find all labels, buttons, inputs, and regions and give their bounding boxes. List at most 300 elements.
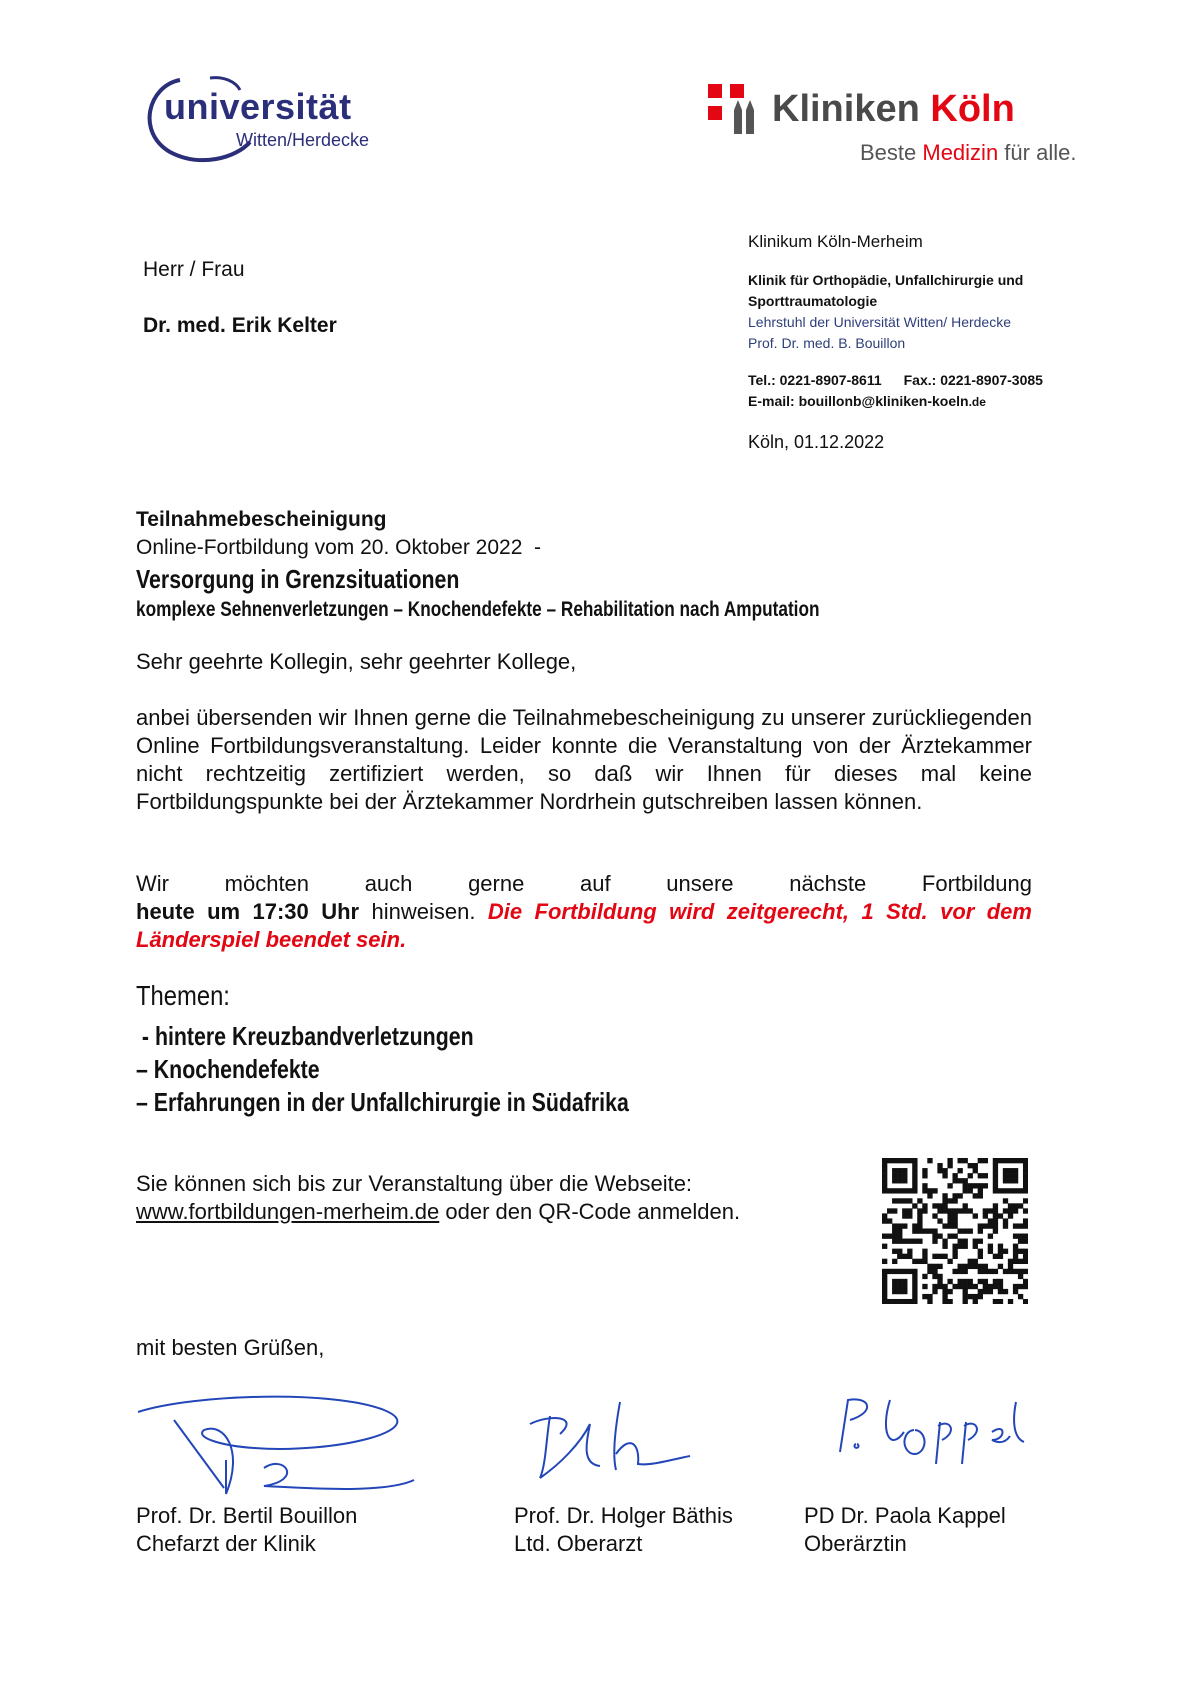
qr-module (927, 1158, 932, 1163)
qr-module (882, 1173, 887, 1178)
qr-module (927, 1188, 932, 1193)
qr-module (1013, 1284, 1018, 1289)
qr-module (892, 1279, 897, 1284)
qr-module (902, 1168, 907, 1173)
qr-module (902, 1173, 907, 1178)
qr-module (887, 1208, 892, 1213)
qr-module (963, 1158, 968, 1163)
qr-module (1023, 1284, 1028, 1289)
qr-module (952, 1284, 957, 1289)
qr-module (912, 1239, 917, 1244)
qr-module (983, 1208, 988, 1213)
qr-module (937, 1274, 942, 1279)
qr-module (1013, 1203, 1018, 1208)
qr-module (892, 1289, 897, 1294)
qr-module (973, 1239, 978, 1244)
qr-module (897, 1279, 902, 1284)
sender-email-tld: .de (968, 395, 986, 409)
qr-module (963, 1203, 968, 1208)
qr-module (958, 1264, 963, 1269)
signature-kappel (820, 1392, 1030, 1472)
qr-module (947, 1289, 952, 1294)
qr-module (998, 1289, 1003, 1294)
qr-module (912, 1289, 917, 1294)
qr-module (998, 1279, 1003, 1284)
qr-module (922, 1259, 927, 1264)
qr-module (1008, 1213, 1013, 1218)
signatory-2 (514, 1502, 733, 1558)
qr-module (998, 1264, 1003, 1269)
qr-module (973, 1264, 978, 1269)
qr-module (952, 1178, 957, 1183)
qr-module (922, 1228, 927, 1233)
qr-module (993, 1203, 998, 1208)
qr-module (897, 1269, 902, 1274)
qr-module (922, 1208, 927, 1213)
qr-module (1008, 1173, 1013, 1178)
qr-module (932, 1274, 937, 1279)
qr-module (988, 1269, 993, 1274)
qr-module (882, 1188, 887, 1193)
qr-module (927, 1264, 932, 1269)
qr-module (932, 1203, 937, 1208)
qr-module (897, 1188, 902, 1193)
qr-module (998, 1249, 1003, 1254)
qr-module (907, 1188, 912, 1193)
qr-module (993, 1228, 998, 1233)
qr-module (963, 1289, 968, 1294)
qr-module (947, 1208, 952, 1213)
qr-module (907, 1208, 912, 1213)
qr-module (958, 1193, 963, 1198)
qr-module (983, 1173, 988, 1178)
qr-module (1023, 1163, 1028, 1168)
qr-module (973, 1259, 978, 1264)
qr-module (882, 1163, 887, 1168)
qr-module (1023, 1198, 1028, 1203)
qr-module (937, 1218, 942, 1223)
sender-tel: Tel.: 0221-8907-8611 (748, 372, 882, 388)
signatory-3 (804, 1502, 1006, 1558)
qr-module (952, 1223, 957, 1228)
qr-module (958, 1208, 963, 1213)
qr-module (942, 1173, 947, 1178)
qr-module (922, 1188, 927, 1193)
qr-module (1013, 1289, 1018, 1294)
qr-module (932, 1264, 937, 1269)
qr-module (882, 1279, 887, 1284)
qr-module (978, 1279, 983, 1284)
qr-module (978, 1173, 983, 1178)
qr-module (1018, 1188, 1023, 1193)
qr-module (993, 1208, 998, 1213)
qr-module (917, 1259, 922, 1264)
qr-module (1003, 1249, 1008, 1254)
recipient-salutation: Herr / Frau (143, 258, 245, 281)
qr-module (973, 1168, 978, 1173)
qr-module (1018, 1274, 1023, 1279)
qr-module (912, 1284, 917, 1289)
qr-module (1008, 1264, 1013, 1269)
qr-module (902, 1188, 907, 1193)
qr-module (887, 1188, 892, 1193)
theme-item: – Knochendefekte (136, 1054, 320, 1084)
sender-email-row (748, 391, 1043, 413)
qr-module (897, 1158, 902, 1163)
qr-module (937, 1284, 942, 1289)
qr-module (998, 1158, 1003, 1163)
qr-module (942, 1198, 947, 1203)
qr-module (942, 1193, 947, 1198)
qr-module (968, 1284, 973, 1289)
qr-module (1008, 1269, 1013, 1274)
qr-module (947, 1223, 952, 1228)
qr-module (932, 1213, 937, 1218)
qr-module (932, 1289, 937, 1294)
qr-module (902, 1239, 907, 1244)
qr-module (978, 1269, 983, 1274)
qr-module (887, 1218, 892, 1223)
qr-module (993, 1163, 998, 1168)
qr-module (902, 1178, 907, 1183)
qr-module (993, 1299, 998, 1304)
qr-module (902, 1208, 907, 1213)
sender-contact (748, 370, 1043, 413)
qr-module (963, 1183, 968, 1188)
qr-module (963, 1279, 968, 1284)
qr-module (892, 1223, 897, 1228)
qr-module (892, 1234, 897, 1239)
kliniken-koeln-logo (708, 84, 1088, 164)
qr-module (983, 1223, 988, 1228)
qr-module (882, 1234, 887, 1239)
qr-module (907, 1239, 912, 1244)
qr-module (897, 1249, 902, 1254)
qr-module (912, 1183, 917, 1188)
qr-module (937, 1163, 942, 1168)
qr-module (1013, 1249, 1018, 1254)
qr-module (902, 1223, 907, 1228)
qr-module (1013, 1173, 1018, 1178)
qr-module (897, 1178, 902, 1183)
university-logo (140, 72, 380, 168)
paragraph-2-time: heute um 17:30 Uhr (136, 899, 360, 924)
qr-module (1018, 1249, 1023, 1254)
qr-module (978, 1264, 983, 1269)
qr-module (912, 1158, 917, 1163)
sender-head: Prof. Dr. med. B. Bouillon (748, 335, 906, 351)
qr-module (912, 1299, 917, 1304)
qr-module (952, 1249, 957, 1254)
qr-module (963, 1228, 968, 1233)
tagline-part-c: für alle. (998, 140, 1077, 165)
qr-module (902, 1254, 907, 1259)
qr-module (978, 1239, 983, 1244)
qr-module (1023, 1218, 1028, 1223)
qr-module (952, 1269, 957, 1274)
qr-module (1003, 1158, 1008, 1163)
signatory-name: Prof. Dr. Holger Bäthis (514, 1503, 733, 1528)
qr-module (912, 1188, 917, 1193)
qr-module (882, 1183, 887, 1188)
qr-module (1013, 1234, 1018, 1239)
qr-module (993, 1213, 998, 1218)
qr-module (897, 1239, 902, 1244)
registration-line2-rest: oder den QR-Code anmelden. (439, 1199, 741, 1224)
qr-module (897, 1223, 902, 1228)
qr-module (973, 1163, 978, 1168)
qr-module (952, 1244, 957, 1249)
qr-module (892, 1178, 897, 1183)
event-topics: komplexe Sehnenverletzungen – Knochendefekte – Rehabilitation nach Amputation (136, 598, 820, 621)
qr-module (988, 1244, 993, 1249)
qr-module (917, 1218, 922, 1223)
qr-module (897, 1284, 902, 1289)
qr-module (892, 1208, 897, 1213)
sender-clinic: Klinikum Köln-Merheim (748, 232, 923, 251)
qr-module (1003, 1168, 1008, 1173)
qr-module (917, 1213, 922, 1218)
qr-module (1023, 1173, 1028, 1178)
sender-email: E-mail: bouillonb@kliniken-koeln (748, 393, 969, 409)
qr-module (937, 1208, 942, 1213)
qr-module (942, 1299, 947, 1304)
qr-module (978, 1254, 983, 1259)
qr-module (1003, 1289, 1008, 1294)
certificate-subtitle: Online-Fortbildung vom 20. Oktober 2022 - (136, 536, 542, 559)
qr-module (942, 1284, 947, 1289)
qr-module (988, 1289, 993, 1294)
qr-module (1023, 1208, 1028, 1213)
qr-module (983, 1279, 988, 1284)
qr-module (988, 1249, 993, 1254)
qr-module (942, 1208, 947, 1213)
qr-module (963, 1188, 968, 1193)
qr-module (978, 1193, 983, 1198)
qr-module (887, 1269, 892, 1274)
qr-module (973, 1299, 978, 1304)
qr-module (1023, 1158, 1028, 1163)
qr-module (993, 1183, 998, 1188)
qr-module (1018, 1269, 1023, 1274)
qr-module (897, 1173, 902, 1178)
qr-module (1008, 1158, 1013, 1163)
qr-module (892, 1249, 897, 1254)
qr-module (1008, 1178, 1013, 1183)
qr-module (978, 1228, 983, 1233)
qr-module (1003, 1269, 1008, 1274)
signatory-1 (136, 1502, 357, 1558)
qr-module (958, 1279, 963, 1284)
themes-list (136, 1020, 629, 1119)
qr-module (983, 1183, 988, 1188)
qr-module (952, 1193, 957, 1198)
qr-module (998, 1244, 1003, 1249)
qr-module (882, 1269, 887, 1274)
qr-module (993, 1178, 998, 1183)
qr-module (947, 1163, 952, 1168)
qr-module (882, 1168, 887, 1173)
qr-module (988, 1234, 993, 1239)
qr-module (1013, 1259, 1018, 1264)
qr-module (963, 1294, 968, 1299)
qr-module (917, 1223, 922, 1228)
qr-module (978, 1223, 983, 1228)
qr-module (947, 1299, 952, 1304)
qr-module (958, 1269, 963, 1274)
qr-module (947, 1213, 952, 1218)
qr-module (897, 1289, 902, 1294)
qr-module (902, 1284, 907, 1289)
qr-module (917, 1208, 922, 1213)
qr-module (998, 1299, 1003, 1304)
qr-module (1023, 1168, 1028, 1173)
qr-module (988, 1208, 993, 1213)
qr-module (968, 1188, 973, 1193)
qr-module (1018, 1259, 1023, 1264)
qr-module (1013, 1178, 1018, 1183)
qr-module (1008, 1259, 1013, 1264)
qr-module (952, 1213, 957, 1218)
qr-module (902, 1198, 907, 1203)
qr-module (1023, 1183, 1028, 1188)
qr-module (952, 1218, 957, 1223)
qr-module (937, 1203, 942, 1208)
qr-module (892, 1239, 897, 1244)
qr-module (907, 1158, 912, 1163)
qr-module (947, 1198, 952, 1203)
qr-module (993, 1188, 998, 1193)
signatory-role: Ltd. Oberarzt (514, 1531, 643, 1556)
qr-module (968, 1264, 973, 1269)
qr-module (952, 1173, 957, 1178)
kliniken-koeln-tagline (860, 140, 1076, 166)
qr-module (927, 1294, 932, 1299)
qr-module (907, 1249, 912, 1254)
qr-module (922, 1183, 927, 1188)
qr-module (993, 1218, 998, 1223)
qr-module (947, 1234, 952, 1239)
qr-module (968, 1208, 973, 1213)
qr-module (1013, 1208, 1018, 1213)
qr-module (897, 1299, 902, 1304)
qr-module (907, 1198, 912, 1203)
qr-module (978, 1183, 983, 1188)
registration-line2 (136, 1198, 740, 1226)
qr-module (892, 1299, 897, 1304)
qr-module (892, 1269, 897, 1274)
qr-module (963, 1239, 968, 1244)
university-logo-subtitle: Witten/Herdecke (236, 130, 370, 150)
kliniken-koeln-logo-word (772, 88, 1015, 131)
qr-module (882, 1284, 887, 1289)
registration-link[interactable]: www.fortbildungen-merheim.de (136, 1199, 440, 1224)
qr-module (902, 1213, 907, 1218)
qr-module (1018, 1284, 1023, 1289)
qr-module (993, 1158, 998, 1163)
qr-module (1023, 1178, 1028, 1183)
place-date: Köln, 01.12.2022 (748, 432, 885, 452)
qr-module (978, 1289, 983, 1294)
certificate-title: Teilnahmebescheinigung (136, 508, 387, 531)
qr-module (1023, 1188, 1028, 1193)
qr-module (963, 1244, 968, 1249)
qr-module (882, 1294, 887, 1299)
qr-module (892, 1198, 897, 1203)
qr-module (912, 1168, 917, 1173)
qr-module (963, 1269, 968, 1274)
qr-module (988, 1284, 993, 1289)
qr-module (927, 1299, 932, 1304)
qr-module (973, 1213, 978, 1218)
qr-module (887, 1299, 892, 1304)
qr-module (1023, 1249, 1028, 1254)
qr-module (1003, 1188, 1008, 1193)
qr-module (922, 1294, 927, 1299)
qr-module (1023, 1269, 1028, 1274)
qr-module (1008, 1208, 1013, 1213)
qr-module (1003, 1208, 1008, 1213)
qr-module (1018, 1223, 1023, 1228)
qr-module (937, 1279, 942, 1284)
qr-module (1023, 1254, 1028, 1259)
qr-module (902, 1279, 907, 1284)
logo-word-part-a: Kliniken (772, 88, 931, 130)
qr-module (942, 1203, 947, 1208)
qr-module (922, 1173, 927, 1178)
qr-module (1013, 1223, 1018, 1228)
qr-module (1013, 1158, 1018, 1163)
qr-module (932, 1269, 937, 1274)
qr-module (993, 1168, 998, 1173)
sender-phone-row (748, 370, 1043, 391)
qr-module (983, 1269, 988, 1274)
qr-module (887, 1234, 892, 1239)
qr-module (1018, 1203, 1023, 1208)
qr-module (892, 1173, 897, 1178)
qr-module (882, 1274, 887, 1279)
recipient-name: Dr. med. Erik Kelter (143, 314, 337, 337)
qr-module (917, 1239, 922, 1244)
qr-module (993, 1284, 998, 1289)
qr-module (978, 1188, 983, 1193)
sender-department-line2: Sporttraumatologie (748, 293, 878, 309)
letter-greeting: Sehr geehrte Kollegin, sehr geehrter Kollege, (136, 649, 577, 674)
qr-module (998, 1188, 1003, 1193)
qr-module (947, 1279, 952, 1284)
signatory-role: Chefarzt der Klinik (136, 1531, 316, 1556)
qr-module (978, 1249, 983, 1254)
qr-module (892, 1158, 897, 1163)
registration-line1: Sie können sich bis zur Veranstaltung über die Webseite: (136, 1171, 693, 1196)
qr-module (958, 1228, 963, 1233)
qr-code[interactable] (882, 1158, 1028, 1304)
qr-module (968, 1228, 973, 1233)
qr-module (897, 1234, 902, 1239)
registration-text (136, 1170, 740, 1226)
signature-bouillon (134, 1390, 424, 1500)
qr-module (892, 1168, 897, 1173)
qr-module (932, 1188, 937, 1193)
qr-module (932, 1239, 937, 1244)
sender-department-line1: Klinik für Orthopädie, Unfallchirurgie und (748, 272, 1024, 288)
qr-module (882, 1244, 887, 1249)
qr-module (983, 1158, 988, 1163)
theme-item: – Erfahrungen in der Unfallchirurgie in Südafrika (136, 1087, 629, 1117)
qr-module (958, 1168, 963, 1173)
qr-module (947, 1218, 952, 1223)
qr-module (1013, 1168, 1018, 1173)
